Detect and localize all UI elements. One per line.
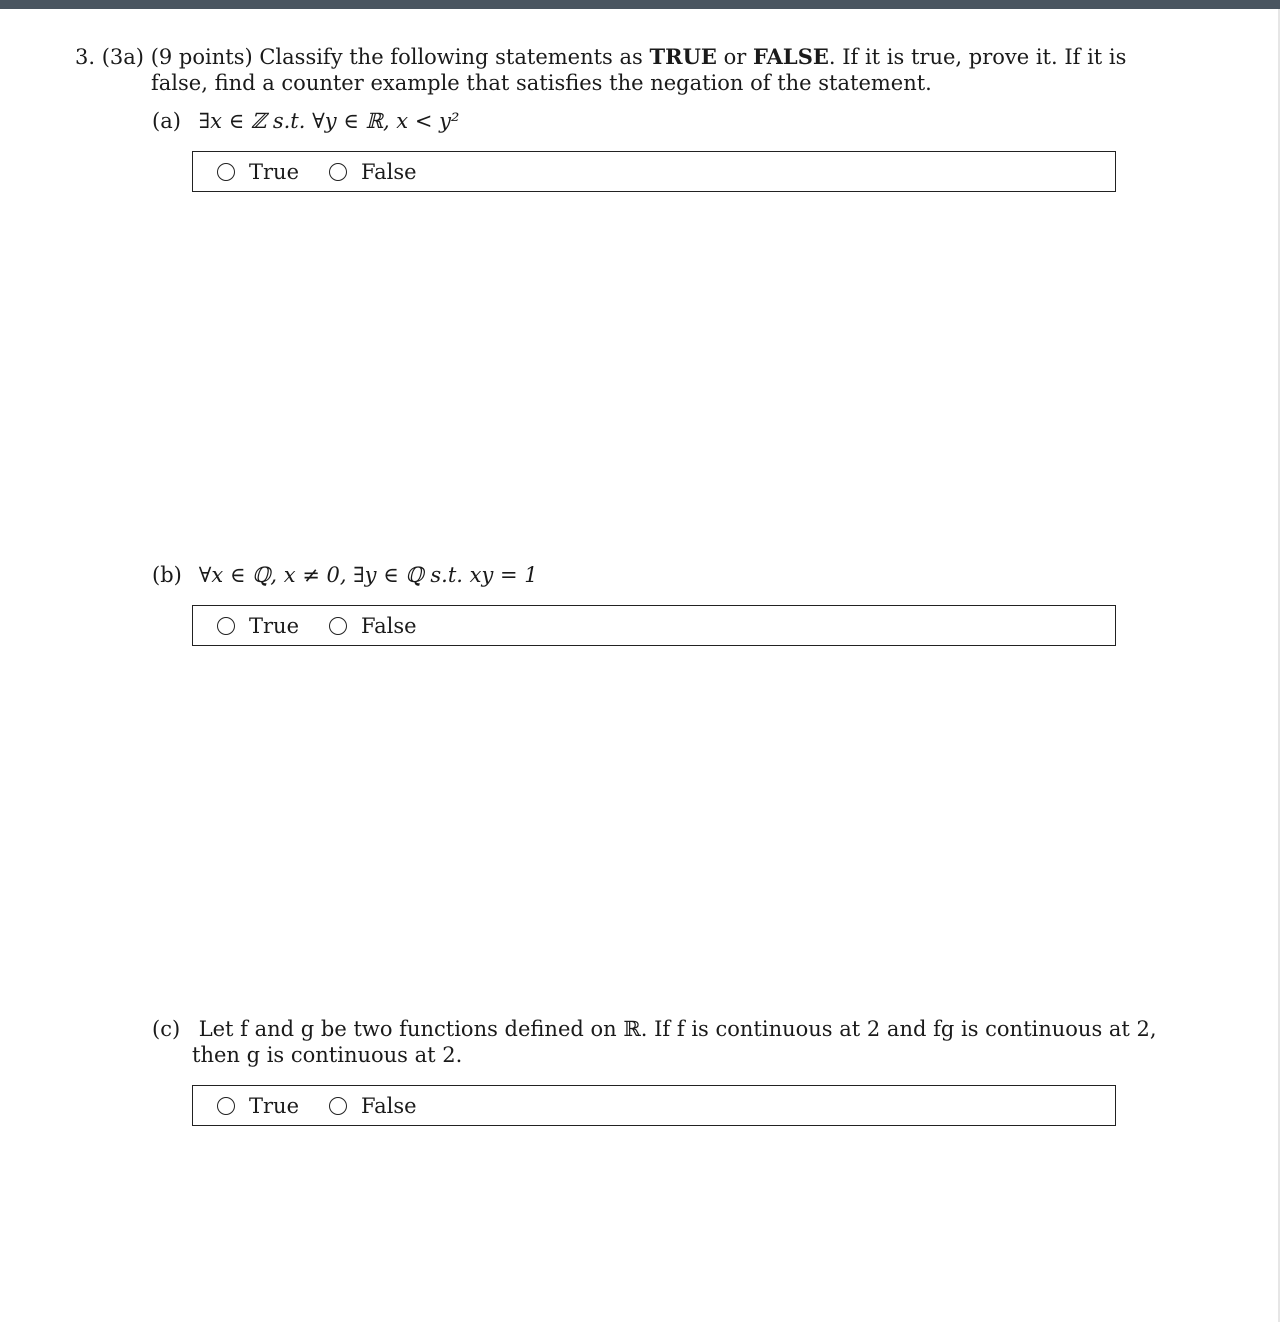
option-label: True	[249, 159, 299, 184]
false-keyword: FALSE	[752, 44, 829, 69]
part-b-label: (b)	[152, 563, 182, 587]
part-c-line-1: Let f and g be two functions defined on ℝ. If f is continuous at 2 and fg is continuous at 2,	[198, 1017, 1157, 1041]
part-a-answer-box	[192, 151, 1116, 192]
true-keyword: TRUE	[649, 44, 717, 69]
part-c-answer-box	[192, 1085, 1116, 1126]
radio-icon[interactable]	[329, 163, 347, 181]
radio-icon[interactable]	[329, 1097, 347, 1115]
option-label: True	[249, 613, 299, 638]
part-c-true-option[interactable]	[217, 1093, 299, 1119]
question-intro-rest: . If it is true, prove it. If it is	[828, 45, 1127, 69]
question-points: (9 points)	[150, 45, 253, 69]
part-c-label: (c)	[152, 1017, 181, 1041]
question-line-2: false, find a counter example that satisfies the negation of the statement.	[151, 71, 932, 95]
question-intro: Classify the following statements as	[259, 45, 643, 69]
question-number: 3.	[75, 45, 96, 69]
part-b-statement	[152, 562, 538, 588]
part-b-formula: ∀x ∈ ℚ, x ≠ 0, ∃y ∈ ℚ s.t. xy = 1	[198, 563, 538, 587]
radio-icon[interactable]	[217, 1097, 235, 1115]
or-word: or	[723, 45, 747, 69]
part-a-false-option[interactable]	[329, 159, 417, 185]
radio-icon[interactable]	[217, 163, 235, 181]
question-id: (3a)	[101, 45, 145, 69]
part-a-formula: ∃x ∈ ℤ s.t. ∀y ∈ ℝ, x < y²	[198, 109, 460, 133]
radio-icon[interactable]	[217, 617, 235, 635]
top-bar	[0, 0, 1280, 9]
part-c-false-option[interactable]	[329, 1093, 417, 1119]
part-b-answer-box	[192, 605, 1116, 646]
part-a-statement	[152, 108, 459, 134]
option-label: False	[361, 613, 417, 638]
part-b-true-option[interactable]	[217, 613, 299, 639]
part-a-true-option[interactable]	[217, 159, 299, 185]
part-c-statement	[152, 1016, 1157, 1042]
radio-icon[interactable]	[329, 617, 347, 635]
option-label: False	[361, 1093, 417, 1118]
question-header	[75, 44, 1126, 70]
option-label: False	[361, 159, 417, 184]
part-b-false-option[interactable]	[329, 613, 417, 639]
option-label: True	[249, 1093, 299, 1118]
part-c-line-2: then g is continuous at 2.	[192, 1043, 463, 1067]
part-a-label: (a)	[152, 109, 181, 133]
